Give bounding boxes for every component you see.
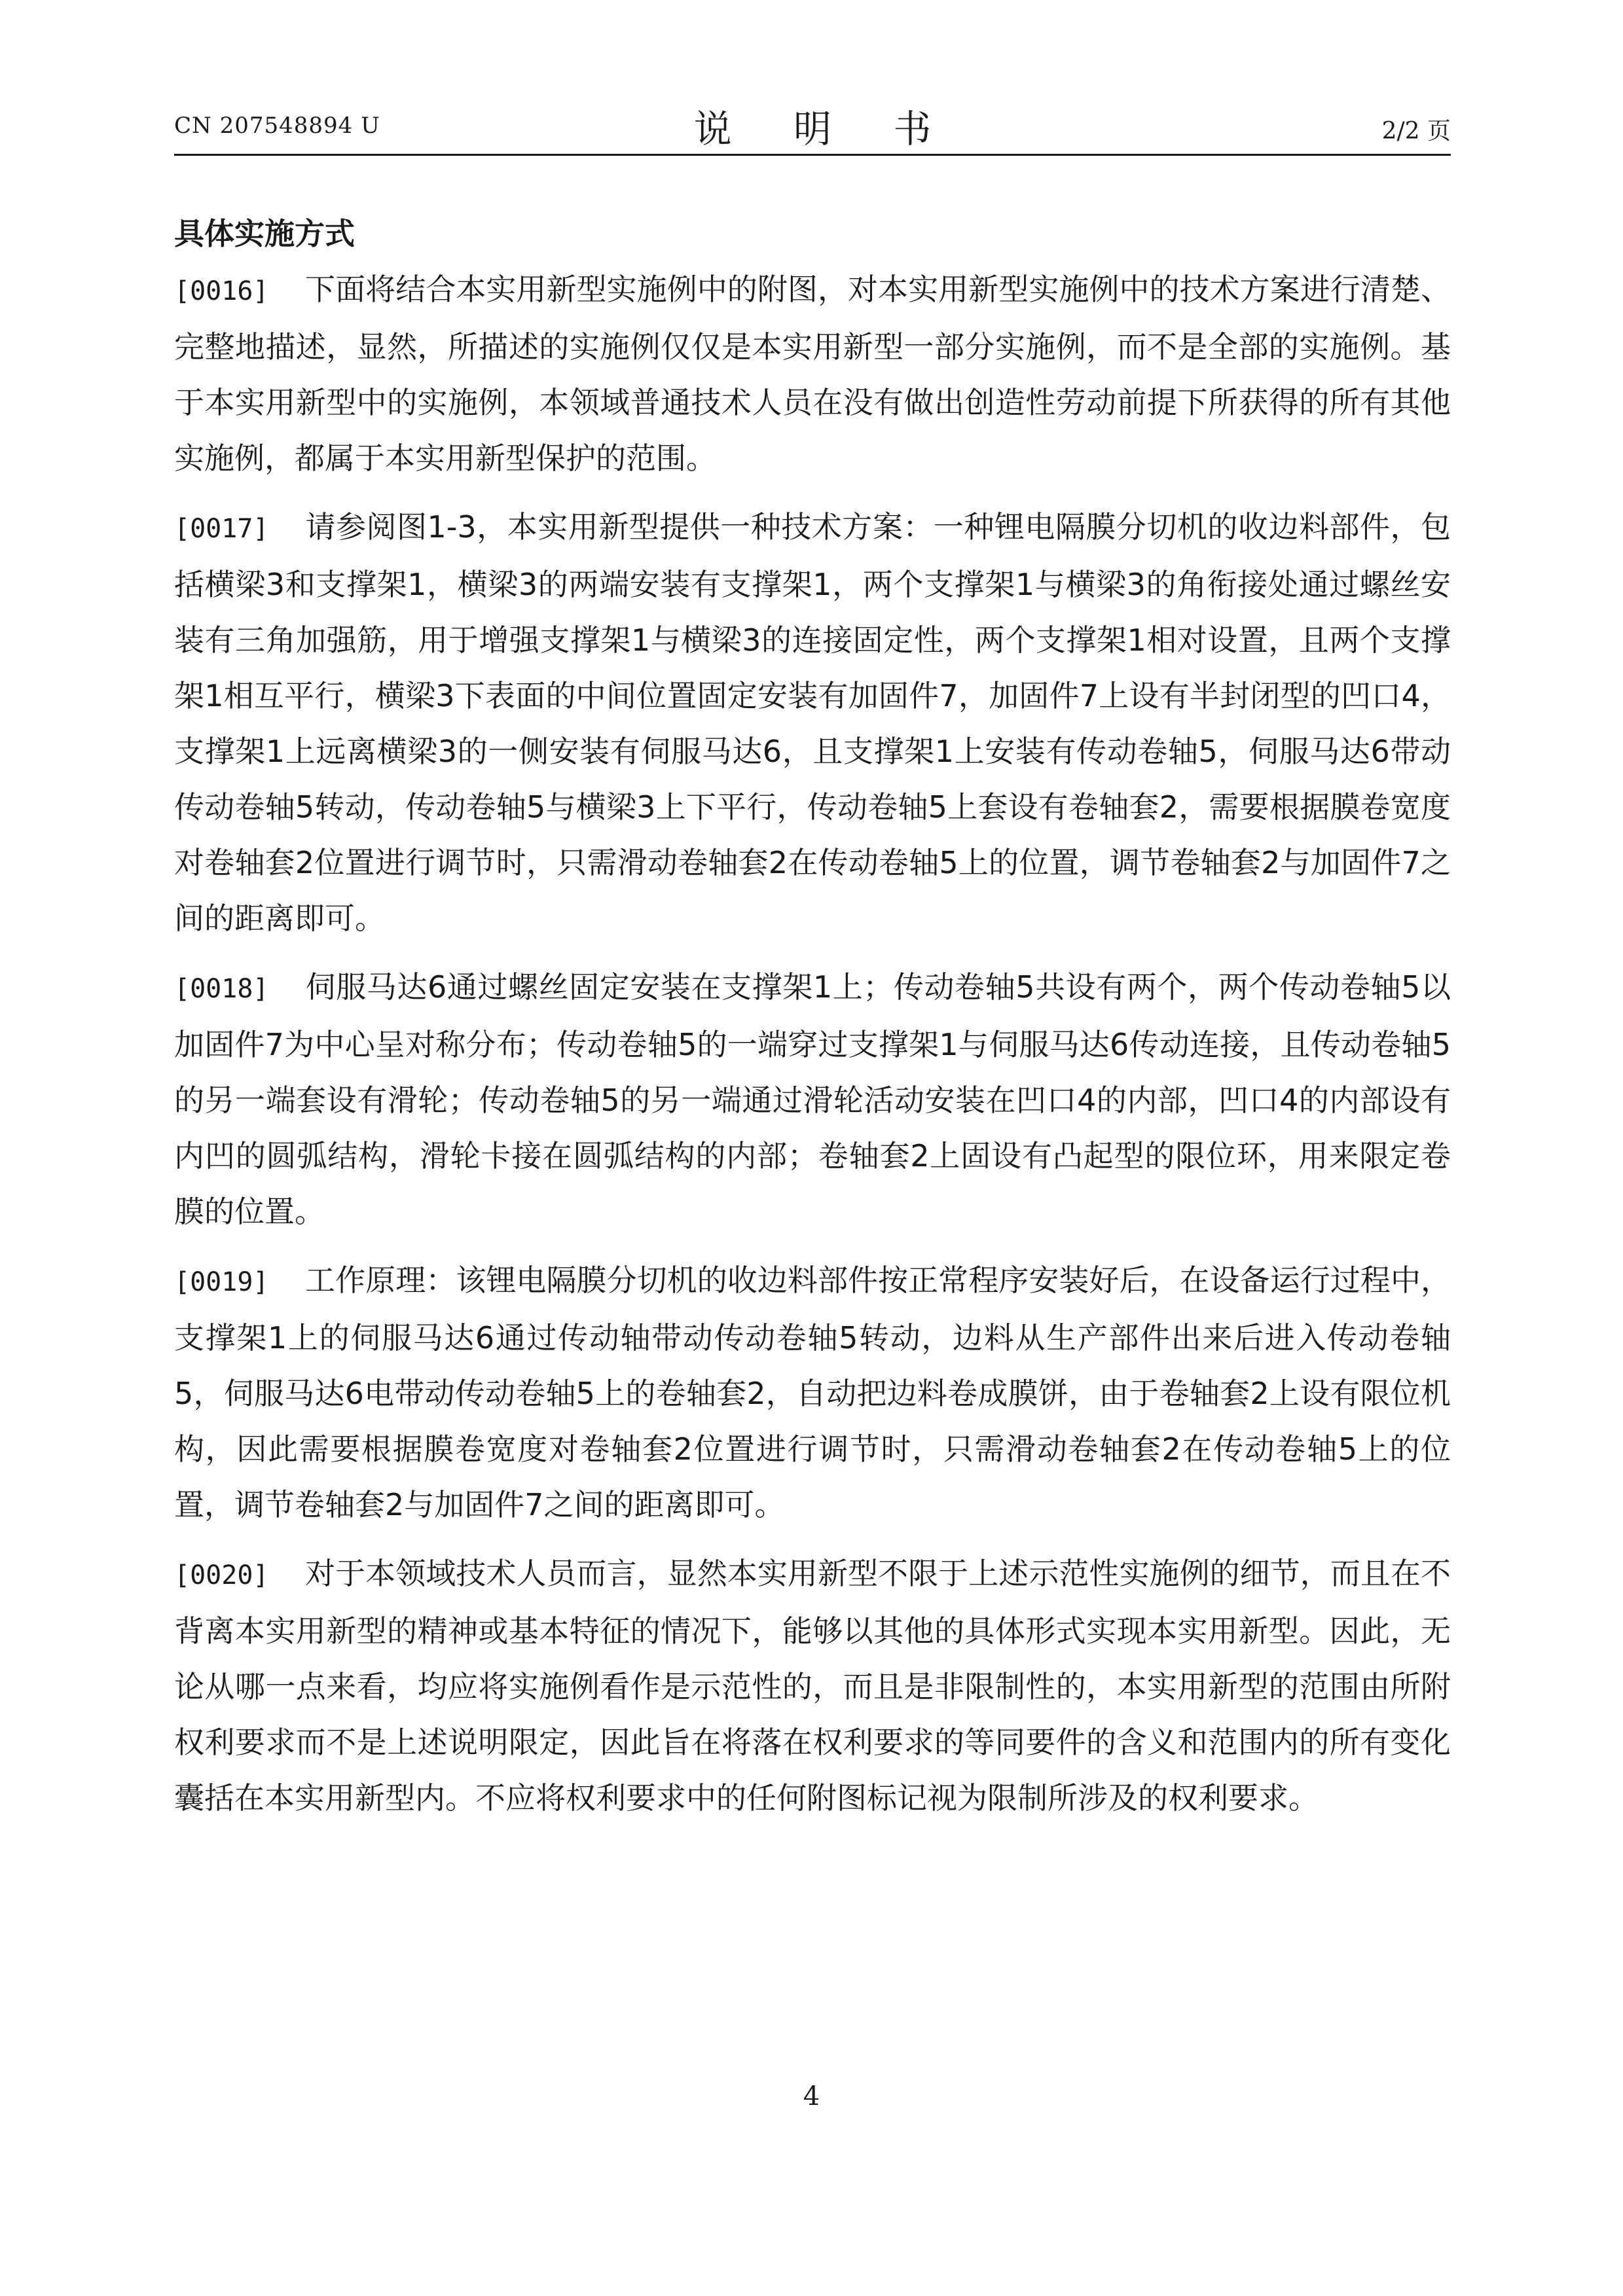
paragraph-text: 下面将结合本实用新型实施例中的附图，对本实用新型实施例中的技术方案进行清楚、完整地描述，显然，所描述的实施例仅仅是本实用新型一部分实施例，而不是全部的实施例。基于本实用新型中的实施例，本领域普通技术人员在没有做出创造性劳动前提下所获得的所有其他实施例，都属于本实用新型保护的范围。	[174, 272, 1451, 476]
paragraph-0016	[174, 262, 1451, 486]
paragraph-0019	[174, 1253, 1451, 1533]
footer-page-number: 4	[803, 2081, 820, 2111]
page-header	[174, 98, 1451, 151]
header-divider	[174, 154, 1451, 156]
paragraph-number: [0020]	[174, 1560, 269, 1590]
paragraph-number: [0019]	[174, 1267, 269, 1297]
paragraph-number: [0016]	[174, 276, 269, 306]
paragraph-text: 工作原理：该锂电隔膜分切机的收边料部件按正常程序安装好后，在设备运行过程中，支撑架1上的伺服马达6通过传动轴带动传动卷轴5转动，边料从生产部件出来后进入传动卷轴5，伺服马达6电带动传动卷轴5上的卷轴套2，自动把边料卷成膜饼，由于卷轴套2上设有限位机构，因此需要根据膜卷宽度对卷轴套2位置进行调节时，只需滑动卷轴套2在传动卷轴5上的位置，调节卷轴套2与加固件7之间的距离即可。	[174, 1263, 1451, 1522]
paragraph-0017	[174, 499, 1451, 946]
paragraph-0020	[174, 1546, 1451, 1826]
paragraph-number: [0017]	[174, 514, 269, 544]
paragraph-text: 对于本领域技术人员而言，显然本实用新型不限于上述示范性实施例的细节，而且在不背离本实用新型的精神或基本特征的情况下，能够以其他的具体形式实现本实用新型。因此，无论从哪一点来看，均应将实施例看作是示范性的，而且是非限制性的，本实用新型的范围由所附权利要求而不是上述说明限定，因此旨在将落在权利要求的等同要件的含义和范围内的所有变化囊括在本实用新型内。不应将权利要求中的任何附图标记视为限制所涉及的权利要求。	[174, 1556, 1451, 1816]
document-number: CN 207548894 U	[174, 113, 380, 139]
page-indicator: 2/2 页	[1381, 118, 1451, 145]
paragraph-number: [0018]	[174, 974, 269, 1004]
document-title: 说 明 书	[693, 107, 957, 151]
section-heading: 具体实施方式	[174, 216, 355, 251]
document-body	[174, 211, 1451, 1839]
paragraph-text: 请参阅图1-3，本实用新型提供一种技术方案：一种锂电隔膜分切机的收边料部件，包括横梁3和支撑架1，横梁3的两端安装有支撑架1，两个支撑架1与横梁3的角衔接处通过螺丝安装有三角加强筋，用于增强支撑架1与横梁3的连接固定性，两个支撑架1相对设置，且两个支撑架1相互平行，横梁3下表面的中间位置固定安装有加固件7，加固件7上设有半封闭型的凹口4，支撑架1上远离横梁3的一侧安装有伺服马达6，且支撑架1上安装有传动卷轴5，伺服马达6带动传动卷轴5转动，传动卷轴5与横梁3上下平行，传动卷轴5上套设有卷轴套2，需要根据膜卷宽度对卷轴套2位置进行调节时，只需滑动卷轴套2在传动卷轴5上的位置，调节卷轴套2与加固件7之间的距离即可。	[174, 509, 1451, 936]
paragraph-0018	[174, 960, 1451, 1240]
paragraph-text: 伺服马达6通过螺丝固定安装在支撑架1上；传动卷轴5共设有两个，两个传动卷轴5以加固件7为中心呈对称分布；传动卷轴5的一端穿过支撑架1与伺服马达6传动连接，且传动卷轴5的另一端套设有滑轮；传动卷轴5的另一端通过滑轮活动安装在凹口4的内部，凹口4的内部设有内凹的圆弧结构，滑轮卡接在圆弧结构的内部；卷轴套2上固设有凸起型的限位环，用来限定卷膜的位置。	[174, 969, 1451, 1229]
